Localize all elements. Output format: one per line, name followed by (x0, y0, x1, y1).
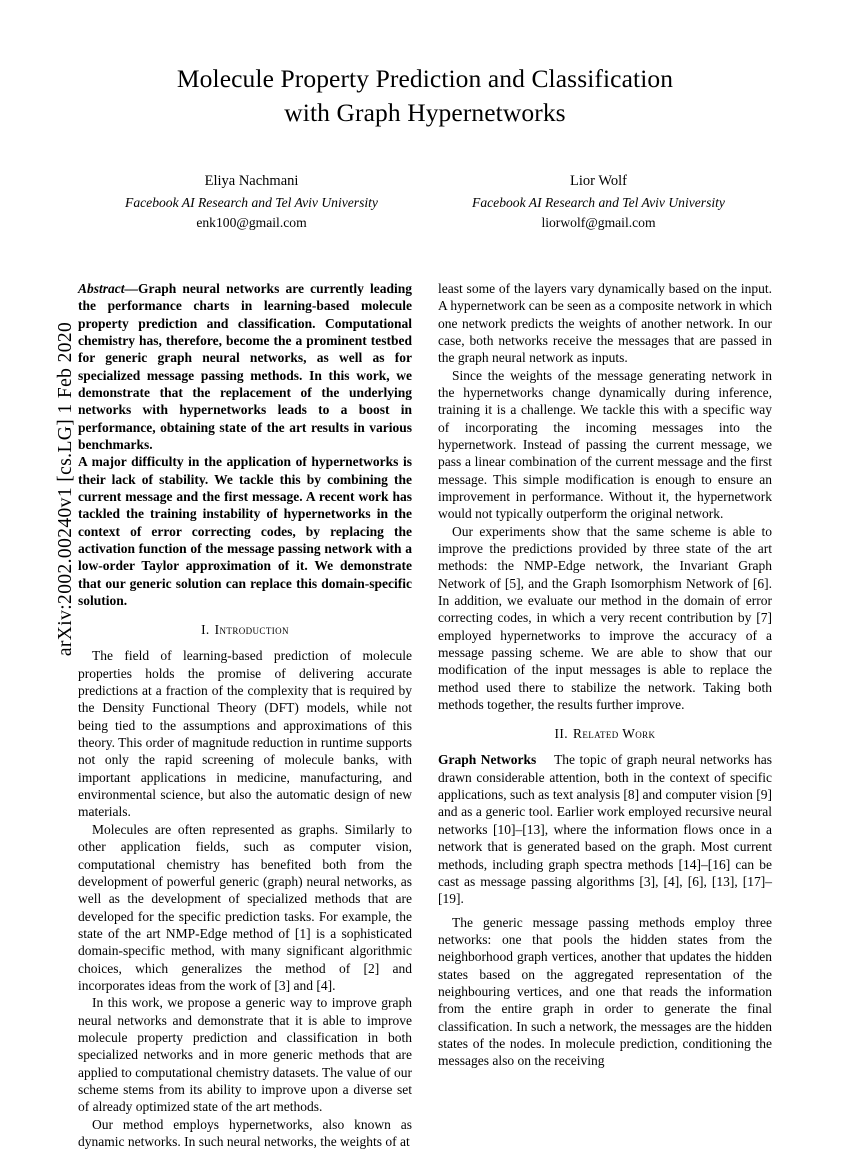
section-title: Related Work (572, 726, 656, 742)
section-title: Introduction (214, 622, 289, 638)
paragraph-intro-6: Our experiments show that the same scheme is able to improve the predictions provided by three state of the art methods: the NMP-Edge network, the Invariant Graph Network of [5], and the Graph Isomorphism Network of [6]. In addition, we evaluate our method in the domain of error correcting codes, in which a very recent contribution by [7] employed hypernetworks to improve the accuracy of a message passing scheme. We are able to show that our modification of the input messages is able to replace the method used there to stabilize the network. Taking both methods together, the results further improve. (438, 523, 772, 713)
page-title (78, 62, 772, 129)
section-number: I. (201, 622, 210, 638)
paragraph-intro-4-cont: least some of the layers vary dynamically based on the input. A hypernetwork can be seen as a composite network in which one network predicts the weights of another network. In our case, both networks receive the messages that are passed in the graph neural network as inputs. (438, 280, 772, 366)
author-affiliation: Facebook AI Research and Tel Aviv University (472, 195, 725, 211)
author-email[interactable]: enk100@gmail.com (196, 215, 307, 231)
paragraph-intro-1: The field of learning-based prediction of molecule properties holds the promise of delivering accurate predictions at a fraction of the complexity that is required by the Density Functional Theory (DFT) models, while not being tied to the assumptions and approximations of this theory. This order of magnitude reduction in runtime supports not only the rapid screening of molecule banks, with important applications in medicine, manufacturing, and environmental science, but also the automatic design of new materials. (78, 648, 412, 820)
abstract-text-1: Graph neural networks are currently leading the performance charts in learning-based molecule property prediction and classification. Computational chemistry has, therefore, become the a prominent testbed for generic graph neural networks, as well as for specialized message passing methods. In this work, we demonstrate that the replacement of the underlying networks with hypernetworks leads to a boost in performance, obtaining state of the art results in various benchmarks. (78, 280, 412, 452)
abstract (78, 280, 412, 610)
author-2 (425, 171, 772, 234)
paper-content (78, 62, 772, 1150)
author-name: Lior Wolf (570, 173, 627, 190)
abstract-label: Abstract— (78, 280, 139, 296)
author-1 (78, 171, 425, 234)
body-columns (78, 280, 772, 1150)
paragraph-intro-2: Molecules are often represented as graphs. Similarly to other application fields, such as computer vision, computational chemistry has benefited both from the development of powerful generic (graph) neural networks, as well as the development of specialized methods that are developed for the specific prediction tasks. For example, the state of the art NMP-Edge method of [1] is a sophisticated domain-specific method, with many significant algorithmic choices, which generalizes the method of [2] and incorporates ideas from the work of [3] and [4]. (78, 821, 412, 993)
author-block (78, 171, 772, 234)
section-number: II. (554, 726, 568, 742)
paragraph-related-1-text: The topic of graph neural networks has drawn considerable attention, both in the context of specific applications, such as text analysis [8] and computer vision [9] and as a generic tool. Earlier work employed recursive neural networks [10]–[13], where the information flows once in a network that is generated based on the graph. Most current methods, including graph spectra methods [14]–[16] can be cast as message passing algorithms [3], [4], [6], [13], [17]–[19]. (438, 752, 773, 907)
abstract-paragraph-2: A major difficulty in the application of hypernetworks is their lack of stability. We tackle this by combining the current message and the first message. A recent work has tackled the training instability of hypernetworks in the context of error correcting codes, by replacing the activation function of the message passing network with a low-order Taylor approximation of it. We demonstrate that our generic solution can replace this domain-specific solution. (78, 454, 412, 609)
paragraph-related-1 (438, 751, 772, 907)
author-affiliation: Facebook AI Research and Tel Aviv University (125, 195, 378, 211)
run-in-heading-graph-networks: Graph Networks (438, 752, 537, 768)
column-left (78, 280, 412, 1150)
section-heading-related-work (438, 726, 772, 742)
arxiv-stamp: arXiv:2002.00240v1 [cs.LG] 1 Feb 2020 (55, 321, 76, 657)
title-line-1: Molecule Property Prediction and Classification (176, 64, 674, 93)
abstract-paragraph-1 (78, 280, 412, 453)
paragraph-intro-4: Our method employs hypernetworks, also known as dynamic networks. In such neural networks, the weights of at (78, 1116, 412, 1149)
paragraph-intro-5: Since the weights of the message generating network in the hypernetworks change dynamically during inference, training it is a challenge. We tackle this with a specific way of incorporating the incoming messages into the hypernetwork. Instead of passing the current message, we pass a linear combination of the current message and the first message. This simple modification is enough to ensure an improvement in performance. Without it, the hypernetwork would not typically outperform the original network. (438, 367, 772, 522)
author-email[interactable]: liorwolf@gmail.com (541, 215, 656, 231)
column-right (438, 280, 772, 1150)
paragraph-intro-3: In this work, we propose a generic way to improve graph neural networks and demonstrate that it is able to improve molecule property prediction and classification in both specialized networks and in more generic methods that are applied to computational chemistry datasets. The value of our scheme stems from its ability to improve upon a diverse set of already optimized state of the art methods. (78, 995, 412, 1115)
section-heading-introduction (78, 622, 412, 638)
author-name: Eliya Nachmani (204, 173, 299, 190)
paragraph-related-2: The generic message passing methods employ three networks: one that pools the hidden states from the neighborhood graph vertices, another that updates the hidden states based on the aggregated representation of the neighbouring vertices, and one that reads the information from the entire graph in order to generate the final classification. In such a network, the messages are the hidden states of the nodes. In molecule prediction, conditioning the messages also on the receiving (438, 914, 772, 1069)
title-line-2: with Graph Hypernetworks (284, 97, 566, 127)
